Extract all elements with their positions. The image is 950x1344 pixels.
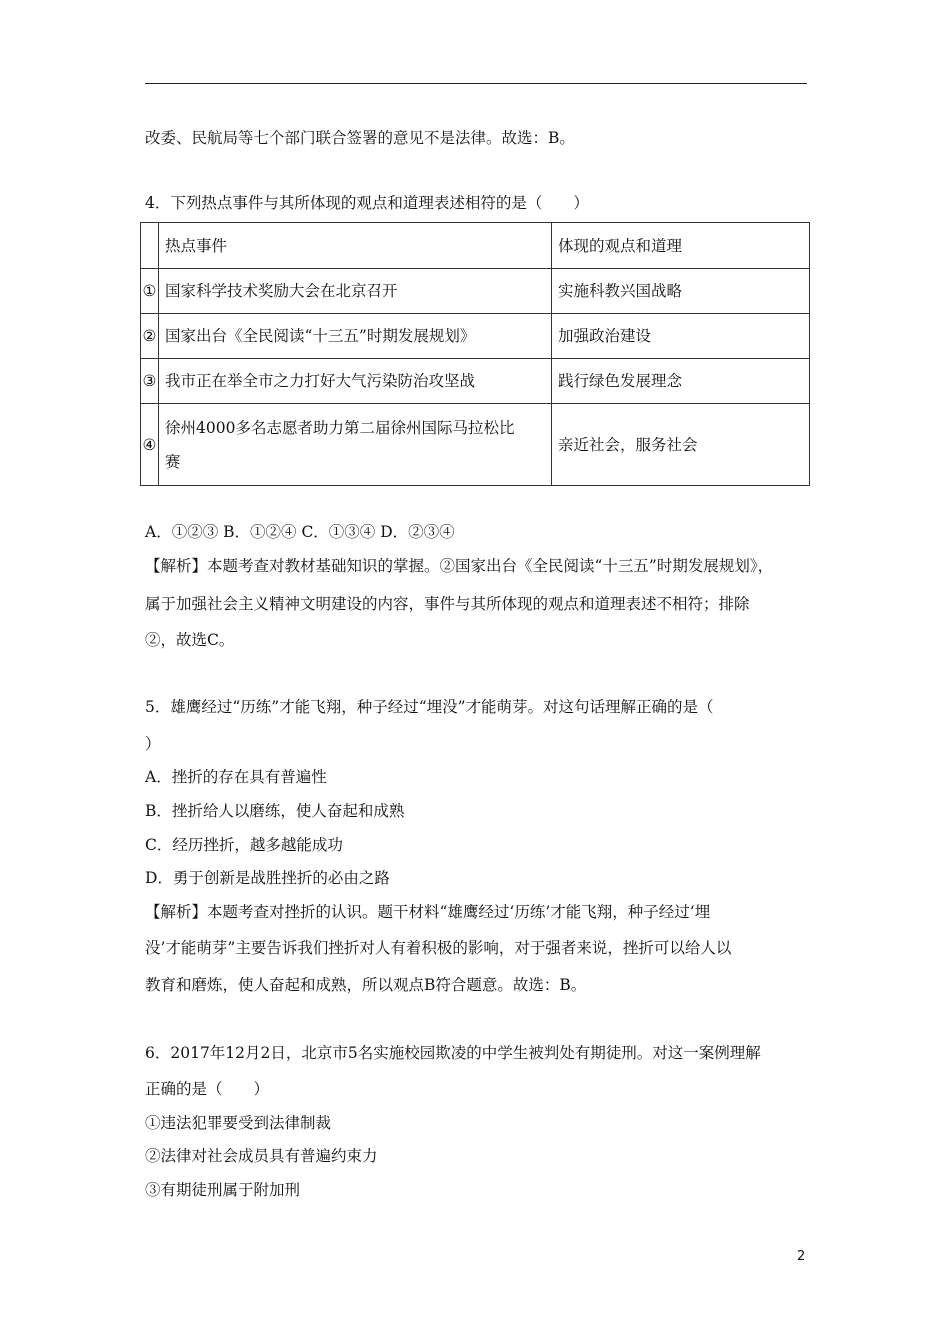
analysis-line: 教育和磨炼，使人奋起和成熟，所以观点B符合题意。故选：B。 [145,976,587,994]
table-row [141,404,810,486]
option-line: D．勇于创新是战胜挫折的必由之路 [145,869,390,887]
table-header-cell [141,223,159,269]
question-4-options: A．①②③ B．①②④ C．①③④ D．②③④ [145,523,455,541]
header-rule [145,83,807,84]
table-header-cell: 热点事件 [159,223,552,269]
view-cell: 亲近社会，服务社会 [552,404,810,486]
view-cell: 践行绿色发展理念 [552,359,810,404]
option-line: C．经历挫折，越多越能成功 [145,836,343,854]
analysis-line: 属于加强社会主义精神文明建设的内容，事件与其所体现的观点和道理表述不相符；排除 [145,595,750,613]
view-cell: 实施科教兴国战略 [552,269,810,314]
hot-event-cell: 我市正在举全市之力打好大气污染防治攻坚战 [159,359,552,404]
row-number: ① [141,269,159,314]
question-4-stem: 4．下列热点事件与其所体现的观点和道理表述相符的是（ ） [145,194,589,212]
table-row [141,314,810,359]
analysis-line: ②，故选C。 [145,631,235,649]
analysis-line: 【解析】本题考查对挫折的认识。题干材料“雄鹰经过‘历练’才能飞翔，种子经过‘埋 [145,903,711,921]
view-cell: 加强政治建设 [552,314,810,359]
row-number: ③ [141,359,159,404]
question-6-stem: 6．2017年12月2日，北京市5名实施校园欺凌的中学生被判处有期徒刑。对这一案例理解 [145,1044,761,1062]
statement-line: ②法律对社会成员具有普遍约束力 [145,1147,378,1165]
hot-event-cell: 国家出台《全民阅读“十三五”时期发展规划》 [159,314,552,359]
analysis-line: 没’才能萌芽”主要告诉我们挫折对人有着积极的影响，对于强者来说，挫折可以给人以 [145,939,732,957]
hot-event-cell [159,404,552,486]
table-header-cell: 体现的观点和道理 [552,223,810,269]
question-4-table [140,222,810,486]
question-5-stem: 5．雄鹰经过“历练”才能飞翔，种子经过“埋没”才能萌芽。对这句话理解正确的是（ [145,698,714,716]
analysis-line: 【解析】本题考查对教材基础知识的掌握。②国家出台《全民阅读“十三五”时期发展规划》， [145,557,774,575]
table-header-row [141,223,810,269]
option-line: A．挫折的存在具有普遍性 [145,768,327,786]
option-line: B．挫折给人以磨练，使人奋起和成熟 [145,802,405,820]
question-5-stem: ） [145,735,161,753]
page-number: 2 [797,1249,806,1264]
table-row [141,359,810,404]
hot-event-line: 赛 [165,452,181,471]
hot-event-cell: 国家科学技术奖励大会在北京召开 [159,269,552,314]
hot-event-line: 徐州4000多名志愿者助力第二届徐州国际马拉松比 [165,418,515,437]
row-number: ② [141,314,159,359]
row-number: ④ [141,404,159,486]
paragraph-line: 改委、民航局等七个部门联合签署的意见不是法律。故选：B。 [145,129,575,147]
table-row [141,269,810,314]
statement-line: ③有期徒刑属于附加刑 [145,1181,301,1199]
question-6-stem: 正确的是（ ） [145,1080,270,1098]
statement-line: ①违法犯罪要受到法律制裁 [145,1114,332,1132]
